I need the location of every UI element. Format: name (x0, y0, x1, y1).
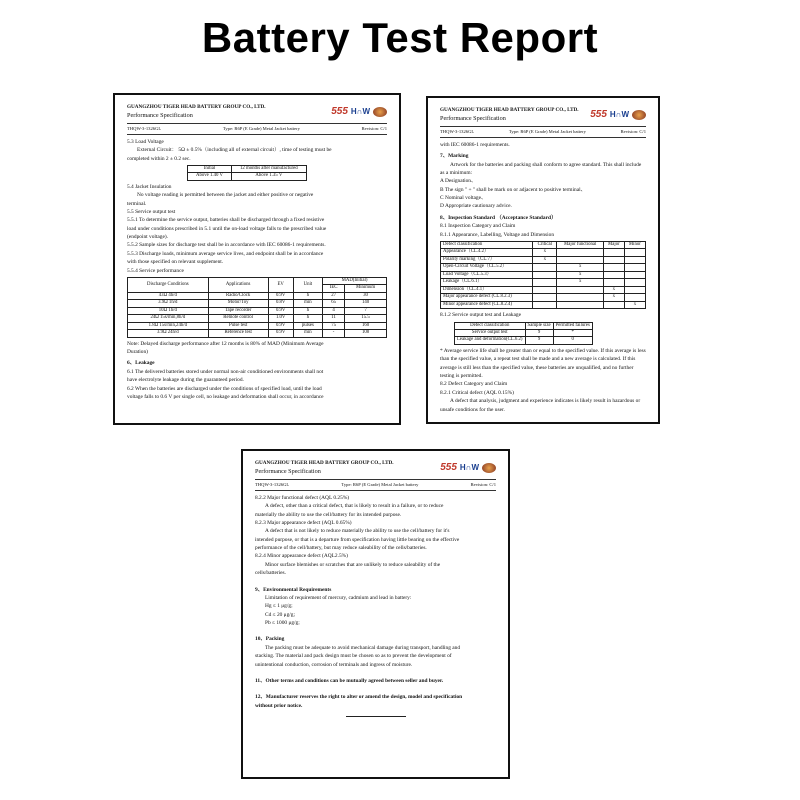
table-cell: Leakage（CL.6.1） (441, 279, 533, 286)
table-cell (557, 301, 604, 308)
table-cell (533, 301, 557, 308)
page-header (255, 459, 496, 480)
paragraph-line: unsafe conditions for the user. (440, 406, 505, 413)
table-cell (533, 279, 557, 286)
section-heading: 5.5 Service output test (127, 208, 176, 215)
table-cell (624, 271, 645, 278)
section-heading: without prior notice. (255, 702, 303, 709)
logo-hw: H∩W (350, 106, 370, 116)
table-cell: 24Ω 15s/min,8h/d (128, 315, 209, 322)
list-item: Cd ≤ 20 μg/g; (265, 611, 295, 618)
paragraph-line: have electrolyte leakage during the guaranteed period. (127, 377, 244, 384)
table-cell: 0 (553, 337, 592, 344)
table-cell: 160 (345, 322, 387, 329)
doc-type: Type: R6P (E Grade) Metal Jacket battery (508, 128, 586, 134)
brand-logos (331, 104, 387, 120)
table-cell: 108 (345, 330, 387, 337)
table-header: Major (603, 241, 624, 248)
table-header: Major functional (557, 241, 604, 248)
table-cell: Dimension（CL.4.1） (441, 286, 533, 293)
paragraph-line: Minor surface blemishes or scratches that are unlikely to reduce saleability of the (265, 561, 441, 568)
logo-555: 555 (331, 106, 348, 118)
spec-page-3 (241, 449, 510, 779)
paragraph-line: A defect, other than a critical defect, that is likely to result in a failure, or to reduce (265, 503, 444, 510)
table-cell: Polarity marking（CL.7） (441, 256, 533, 263)
section-heading: 5.4 Jacket Insulation (127, 183, 172, 190)
paragraph-line: * Average service life shall be greater than or equal to the specified value. If this average is less (440, 347, 646, 354)
table-cell: Minor appearance defect (CL.8.2.4) (441, 301, 533, 308)
paragraph-line: completed within 2 ± 0.2 sec. (127, 155, 191, 162)
table-cell (603, 256, 624, 263)
paragraph-line: average is still less than the specified value, these batteries are unqualified, and no further (440, 364, 634, 371)
table-cell: x (624, 301, 645, 308)
report-title: Battery Test Report (201, 14, 599, 61)
doc-subtitle: Performance Specification (255, 468, 321, 476)
table-cell: 75 (323, 322, 345, 329)
service-output-table (454, 322, 593, 345)
section-heading: 8、Inspection Standard （Acceptance Standard） (440, 214, 557, 221)
paragraph-line: than the specified value, a repeat test shall be made and a new average is calculated. If this (440, 356, 636, 363)
table-cell: 140 (345, 300, 387, 307)
table-cell: 0.9V (268, 330, 293, 337)
page-header (440, 106, 646, 127)
table-cell (557, 249, 604, 256)
paragraph-line: 8.1.2 Service output test and Leakage (440, 312, 521, 319)
table-cell (603, 279, 624, 286)
table-cell (557, 286, 604, 293)
section-heading: 11、Other terms and conditions can be mutually agreed between seller and buyer. (255, 677, 444, 684)
table-cell: 7 (345, 307, 387, 314)
paragraph-line: (endpoint voltage). (127, 234, 169, 241)
paragraph-line: A defect that analysis, judgment and experience indicates is likely result in hazardous or (450, 398, 641, 405)
paragraph-line: 5.5.2 Sample sizes for discharge test shall be in accordance with IEC 60086-1 requirements. (127, 242, 326, 249)
table-cell: 0.9V (268, 307, 293, 314)
logo-hw: H∩W (459, 462, 479, 472)
section-heading: 7、Marking (440, 153, 469, 160)
paragraph-line: A defect that is not likely to reduce materially the ability to use the cell/battery for it's (265, 528, 450, 535)
table-cell: 4 (323, 307, 345, 314)
list-item: B The sign " + " shall be mark on or adjacent to positive terminal、 (440, 186, 586, 193)
table-cell: 30 (345, 292, 387, 299)
brand-logos (590, 107, 646, 123)
table-cell: min (293, 300, 322, 307)
defect-classification-table (440, 241, 646, 309)
doc-revision: Revision: C/1 (620, 128, 646, 134)
paragraph-line: 8.2.1 Critical defect (AQL 0.15%) (440, 389, 514, 396)
table-cell: Motor/Toy (208, 300, 268, 307)
table-row (128, 307, 387, 314)
table-header: MAD(Initial) (323, 277, 387, 284)
table-cell: Above 1.40 V (188, 173, 232, 180)
doc-meta (127, 124, 387, 135)
table-cell: Major appearance defect (CL.8.2.3) (441, 294, 533, 301)
paragraph-line: with IEC 60086-1 requirements. (440, 141, 510, 148)
table-cell: * (553, 329, 592, 336)
paragraph-line: 5.5.1 To determine the service output, batteries shall be discharged through a fixed resistive (127, 217, 325, 224)
table-row (441, 249, 646, 256)
paragraph-line: Note: Delayed discharge performance after 12 months is 80% of MAD (Minimum Average (127, 340, 324, 347)
page-header (127, 103, 387, 124)
table-header: IEC (323, 285, 345, 292)
doc-revision: Revision: C/1 (470, 481, 496, 487)
table-header: Discharge Conditions (128, 277, 209, 292)
table-cell (557, 256, 604, 263)
table-header: Initial (188, 165, 232, 172)
table-cell: Appearance（CL.4.2） (441, 249, 533, 256)
table-cell (557, 294, 604, 301)
doc-number: THQW-3-1326GL (255, 481, 290, 487)
table-cell (624, 286, 645, 293)
doc-number: THQW-3-1326GL (440, 128, 475, 134)
paragraph-line: load under conditions prescribed in 5.1 until the on-load voltage falls to the prescribed value (127, 225, 327, 232)
table-row (441, 264, 646, 271)
table-cell (533, 286, 557, 293)
table-cell: min (293, 330, 322, 337)
table-cell: 3.9Ω 1h/d (128, 300, 209, 307)
table-row (128, 315, 387, 322)
section-heading: 6、Leakage (127, 360, 155, 367)
table-cell: x (533, 256, 557, 263)
table-row (441, 271, 646, 278)
table-cell: 0.8V (268, 300, 293, 307)
list-item: D Appropriate cautionary advice. (440, 203, 512, 210)
signature-line (346, 716, 406, 717)
paragraph-line: The packing must be adequate to avoid mechanical damage during transport, handling and (265, 644, 461, 651)
table-cell (624, 256, 645, 263)
company-name: GUANGZHOU TIGER HEAD BATTERY GROUP CO., LTD. (255, 460, 394, 466)
section-heading: 5.3 Load Voltage (127, 138, 164, 145)
brand-logos (440, 460, 496, 476)
table-cell: 65 (323, 300, 345, 307)
table-cell (624, 264, 645, 271)
paragraph-line: 6.2 When the batteries are discharged under the conditions of specified load, until the load (127, 385, 322, 392)
table-cell (624, 294, 645, 301)
table-header: Applications (208, 277, 268, 292)
table-cell: 15.5 (345, 315, 387, 322)
table-row (128, 322, 387, 329)
spec-page-1 (113, 93, 401, 425)
table-header: 12 months after manufactured (231, 165, 306, 172)
section-heading: 5.5.4 Service performance (127, 267, 184, 274)
table-cell: 9 (525, 337, 553, 344)
service-performance-table (127, 277, 387, 338)
table-row (455, 329, 593, 336)
section-heading: 8.2 Defect Category and Claim (440, 381, 508, 388)
table-cell: 9 (525, 329, 553, 336)
table-cell: 0.9V (268, 322, 293, 329)
table-cell: Open-Circuit Voltage（CL.5.2） (441, 264, 533, 271)
doc-meta (255, 480, 496, 491)
paragraph-line: materially the ability to use the cell/battery for its intended purpose. (255, 511, 402, 518)
list-item: Pb ≤ 1000 μg/g; (265, 620, 300, 627)
table-cell: 1.8Ω 15s/min,24h/d (128, 322, 209, 329)
table-cell (603, 264, 624, 271)
table-cell: Leakage and deformation(CL.6.2) (455, 337, 526, 344)
table-cell (624, 249, 645, 256)
table-row (455, 337, 593, 344)
doc-subtitle: Performance Specification (440, 115, 506, 123)
tiger-logo-icon (482, 463, 496, 473)
table-cell: x (557, 271, 604, 278)
table-cell (533, 294, 557, 301)
table-header: Minimum (345, 285, 387, 292)
table-cell: - (323, 330, 345, 337)
paragraph-line: Artwork for the batteries and packing shall conform to agree standard. This shall include (450, 161, 642, 168)
company-name: GUANGZHOU TIGER HEAD BATTERY GROUP CO., LTD. (440, 107, 579, 113)
table-cell (603, 271, 624, 278)
table-cell: Pulse test (208, 322, 268, 329)
paragraph-line: 8.1 Inspection Category and Claim (440, 223, 516, 230)
table-cell: 0.9V (268, 292, 293, 299)
table-row (441, 301, 646, 308)
table-cell: h (293, 315, 322, 322)
table-cell: x (533, 249, 557, 256)
paragraph-line: External Circuit： 5Ω ± 0.5%（including all of external circuit）, time of testing must be (137, 147, 332, 154)
table-header: EV (268, 277, 293, 292)
table-row (441, 294, 646, 301)
paragraph-line: 5.5.3 Discharge loads, minimum average service lives, and endpoint shall be in accordance (127, 250, 324, 257)
table-row (441, 286, 646, 293)
table-cell: 3.9Ω 24h/d (128, 330, 209, 337)
paragraph-line: No voltage reading is permitted between the jacket and either positive or negative (137, 192, 314, 199)
paragraph-line: intended purpose, or that is a departure from specification having little bearing on the effective (255, 536, 460, 543)
section-heading: 8.2.4 Minor appearance defect (AQL2.5%) (255, 553, 348, 560)
paragraph-line: terminal. (127, 200, 147, 207)
doc-revision: Revision: C/1 (361, 125, 387, 131)
paragraph-line: with those specified on relevant supplement. (127, 259, 224, 266)
table-cell: Radio/Clock (208, 292, 268, 299)
doc-meta (440, 127, 646, 138)
table-cell (533, 271, 557, 278)
section-heading: 9、Environmental Requirements (255, 586, 332, 593)
logo-555: 555 (440, 462, 457, 474)
table-cell (603, 301, 624, 308)
paragraph-line: testing is permitted. (440, 373, 483, 380)
table-header: Defect classification (455, 322, 526, 329)
table-cell: 11 (323, 315, 345, 322)
list-item: A Designation、 (440, 178, 477, 185)
logo-555: 555 (590, 109, 607, 121)
table-cell: x (557, 279, 604, 286)
paragraph-line: performance of the cell/battery, but may reduce saleability of the cells/batteries. (255, 545, 427, 552)
logo-hw: H∩W (609, 109, 629, 119)
table-cell (603, 249, 624, 256)
table-header: Permitted failures (553, 322, 592, 329)
table-cell: 27 (323, 292, 345, 299)
table-row (441, 256, 646, 263)
paragraph-line: cells/batteries. (255, 570, 286, 577)
doc-subtitle: Performance Specification (127, 112, 193, 120)
table-header: Sample size (525, 322, 553, 329)
table-header: Unit (293, 277, 322, 292)
doc-type: Type: R6P (E Grade) Metal Jacket battery (222, 125, 300, 131)
paragraph-line: 6.1 The delivered batteries stored under normal non-air conditioned environments shall not (127, 368, 324, 375)
table-cell: 43Ω 4h/d (128, 292, 209, 299)
paragraph-line: voltage falls to 0.6 V per single cell, no leakage and deformation shall occur, in accordance (127, 393, 324, 400)
table-cell: pulses (293, 322, 322, 329)
table-cell: x (603, 294, 624, 301)
section-heading: 12、Manufacturer reserves the right to alter or amend the design, model and specification (255, 694, 463, 701)
list-item: Hg ≤ 1 μg/g; (265, 603, 293, 610)
table-cell: Above 1.35 V (231, 173, 306, 180)
section-heading: 8.2.3 Major appearance defect (AQL 0.65%) (255, 519, 352, 526)
tiger-logo-icon (632, 110, 646, 120)
doc-number: THQW-3-1326GL (127, 125, 162, 131)
table-cell (533, 264, 557, 271)
table-cell: Service output test (455, 329, 526, 336)
section-heading: 10、Packing (255, 636, 285, 643)
table-header: Minor (624, 241, 645, 248)
table-cell: Reference test (208, 330, 268, 337)
table-cell: h (293, 307, 322, 314)
table-row (128, 292, 387, 299)
table-header: Defect classification (441, 241, 533, 248)
table-cell: Load Voltage（CL.5.3） (441, 271, 533, 278)
paragraph-line: Limitation of requirement of mercury, cadmium and lead in battery: (265, 594, 412, 601)
table-cell: 1.0V (268, 315, 293, 322)
table-cell: x (557, 264, 604, 271)
spec-page-2 (426, 96, 660, 424)
tiger-logo-icon (373, 107, 387, 117)
paragraph-line: 8.1.1 Appearance, Labelling, Voltage and Dimension (440, 231, 555, 238)
table-row (441, 279, 646, 286)
table-row (128, 330, 387, 337)
paragraph-line: unintentional conduction, corrosion of terminals and ingress of moisture. (255, 661, 413, 668)
list-item: C Nominal voltage、 (440, 195, 487, 202)
table-cell: h (293, 292, 322, 299)
table-cell: Tape recorder (208, 307, 268, 314)
paragraph-line: Duration) (127, 349, 148, 356)
table-header: Critical (533, 241, 557, 248)
load-voltage-table (187, 165, 307, 181)
table-cell: 10Ω 1h/d (128, 307, 209, 314)
table-cell: x (603, 286, 624, 293)
table-cell: Remote control (208, 315, 268, 322)
paragraph-line: as a minimum: (440, 169, 473, 176)
table-cell (624, 279, 645, 286)
doc-type: Type: R6P (E Grade) Metal Jacket battery (341, 481, 419, 487)
table-row (128, 300, 387, 307)
company-name: GUANGZHOU TIGER HEAD BATTERY GROUP CO., LTD. (127, 104, 266, 110)
section-heading: 8.2.2 Major functional defect (AQL 0.25%) (255, 494, 350, 501)
paragraph-line: stacking. The material and pack design must be chosen so as to prevent the development of (255, 653, 452, 660)
